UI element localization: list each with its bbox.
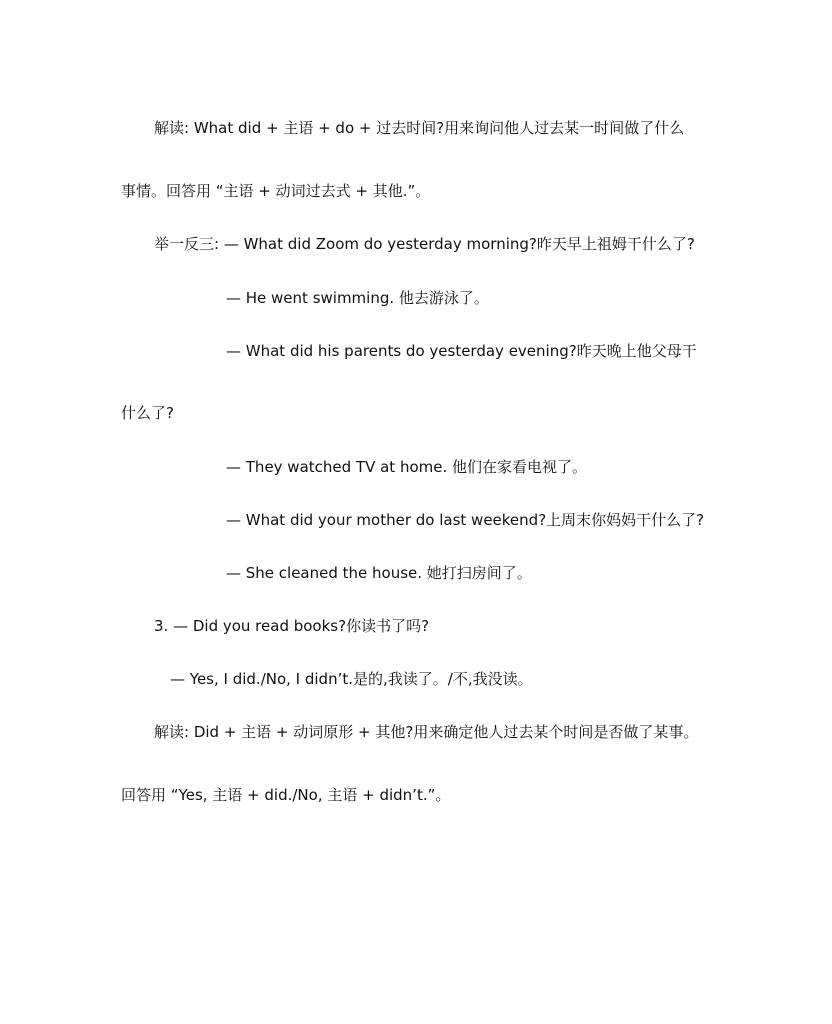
text-line: 事情。回答用 “主语 + 动词过去式 + 其他.”。 — [121, 182, 431, 200]
text-line: 回答用 “Yes, 主语 + did./No, 主语 + didn’t.”。 — [121, 786, 451, 804]
text-line: 解读: What did + 主语 + do + 过去时间?用来询问他人过去某一时间做了什么 — [154, 119, 685, 137]
text-line: — What did his parents do yesterday evening?昨天晚上他父母干 — [226, 342, 697, 360]
text-line: 3. — Did you read books?你读书了吗? — [154, 617, 430, 635]
text-line: — She cleaned the house. 她打扫房间了。 — [226, 564, 532, 582]
text-line: 举一反三: — What did Zoom do yesterday morning?昨天早上祖姆干什么了? — [154, 235, 695, 253]
text-line: 解读: Did + 主语 + 动词原形 + 其他?用来确定他人过去某个时间是否做了某事。 — [154, 723, 699, 741]
text-line: — They watched TV at home. 他们在家看电视了。 — [226, 458, 588, 476]
text-line: 什么了? — [121, 404, 174, 422]
text-line: — What did your mother do last weekend?上周末你妈妈干什么了? — [226, 511, 705, 529]
text-line: — Yes, I did./No, I didn’t.是的,我读了。/不,我没读。 — [170, 670, 533, 688]
text-line: — He went swimming. 他去游泳了。 — [226, 289, 489, 307]
